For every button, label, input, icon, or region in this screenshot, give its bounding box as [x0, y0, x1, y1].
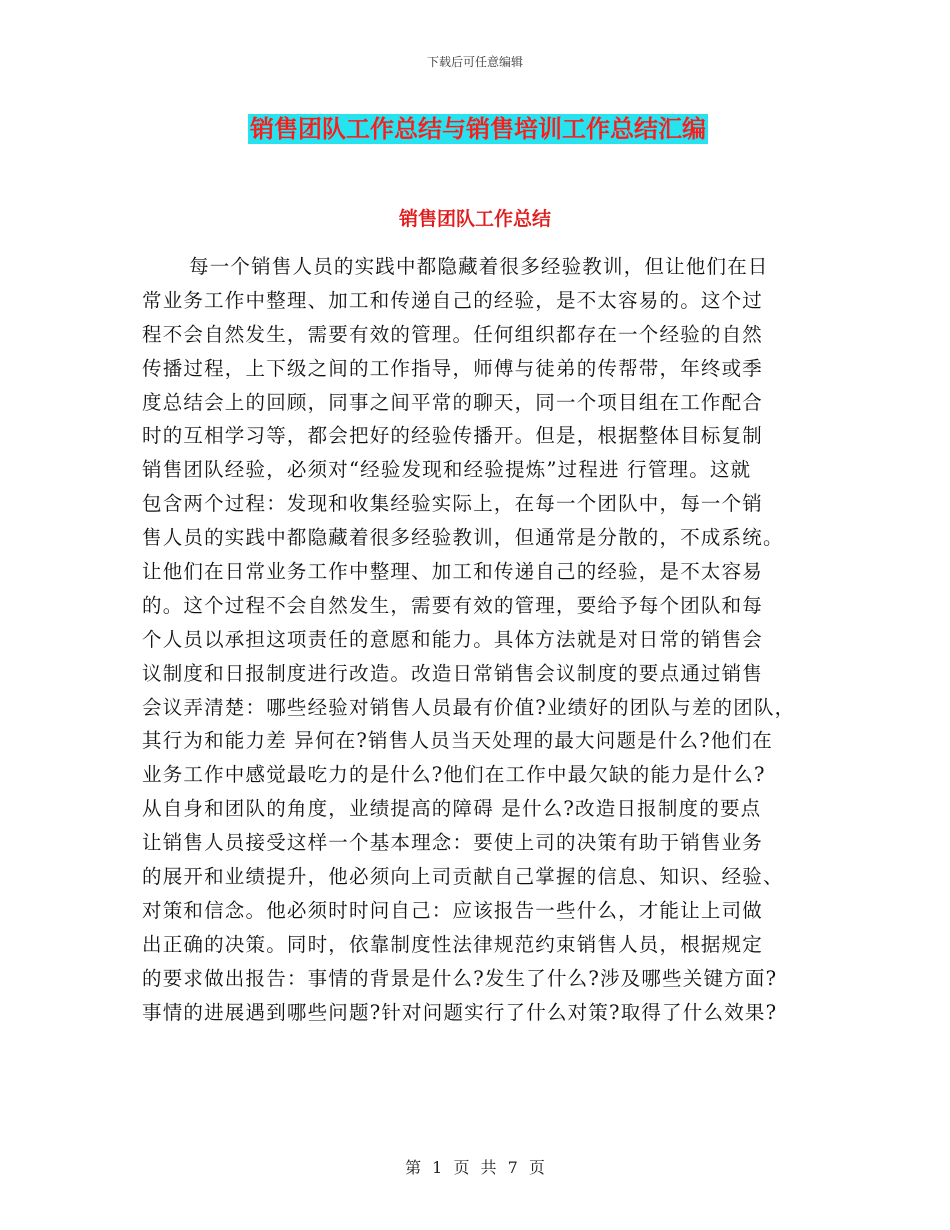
page-footer: 第 1 页 共 7 页: [405, 1158, 545, 1177]
body-line: 出正确的决策。同时，依靠制度性法律规范约束销售人员，根据规定: [142, 932, 764, 956]
body-line: 从自身和团队的角度，业绩提高的障碍 是什么?改造日报制度的要点: [142, 797, 762, 821]
body-line: 会议弄清楚：哪些经验对销售人员最有价值?业绩好的团队与差的团队，: [142, 695, 796, 719]
body-line: 时的互相学习等，都会把好的经验传播开。但是，根据整体目标复制: [142, 424, 764, 448]
body-line: 的展开和业绩提升，他必须向上司贡献自己掌握的信息、知识、经验、: [142, 865, 784, 889]
document-title: 销售团队工作总结与销售培训工作总结汇编: [250, 115, 706, 143]
body-line: 让销售人员接受这样一个基本理念：要使上司的决策有助于销售业务: [142, 831, 764, 855]
section-title: 销售团队工作总结: [398, 208, 551, 230]
body-line: 每一个销售人员的实践中都隐藏着很多经验教训，但让他们在日: [189, 255, 769, 278]
body-line: 传播过程，上下级之间的工作指导，师傅与徒弟的传帮带，年终或季: [142, 356, 764, 380]
body-line: 事情的进展遇到哪些问题?针对问题实行了什么对策?取得了什么效果?: [142, 1000, 778, 1024]
body-line: 让他们在日常业务工作中整理、加工和传递自己的经验，是不太容易: [142, 560, 764, 584]
body-line: 程不会自然发生，需要有效的管理。任何组织都存在一个经验的自然: [142, 322, 764, 346]
document-title-container: [246, 114, 710, 144]
body-line: 议制度和日报制度进行改造。改造日常销售会议制度的要点通过销售: [142, 661, 764, 685]
body-line: 度总结会上的回顾，同事之间平常的聊天，同一个项目组在工作配合: [142, 390, 764, 414]
body-line: 销售团队经验，必须对“经验发现和经验提炼”过程进 行管理。这就: [142, 458, 752, 482]
body-line: 对策和信念。他必须时时问自己：应该报告一些什么，才能让上司做: [142, 898, 764, 922]
body-line: 常业务工作中整理、加工和传递自己的经验，是不太容易的。这个过: [142, 288, 764, 312]
body-line: 个人员以承担这项责任的意愿和能力。具体方法就是对日常的销售会: [142, 627, 764, 651]
body-line: 的。这个过程不会自然发生，需要有效的管理，要给予每个团队和每: [142, 593, 764, 617]
body-line: 的要求做出报告：事情的背景是什么?发生了什么?涉及哪些关键方面?: [142, 966, 778, 990]
body-line: 售人员的实践中都隐藏着很多经验教训，但通常是分散的，不成系统。: [142, 526, 784, 550]
body-text: [142, 250, 822, 1029]
body-line: 包含两个过程：发现和收集经验实际上，在每一个团队中，每一个销: [142, 492, 764, 516]
body-line: 其行为和能力差 异何在?销售人员当天处理的最大问题是什么?他们在: [142, 729, 774, 753]
page-header-note: 下载后可任意编辑: [426, 55, 523, 69]
body-line: 业务工作中感觉最吃力的是什么?他们在工作中最欠缺的能力是什么?: [142, 763, 766, 787]
